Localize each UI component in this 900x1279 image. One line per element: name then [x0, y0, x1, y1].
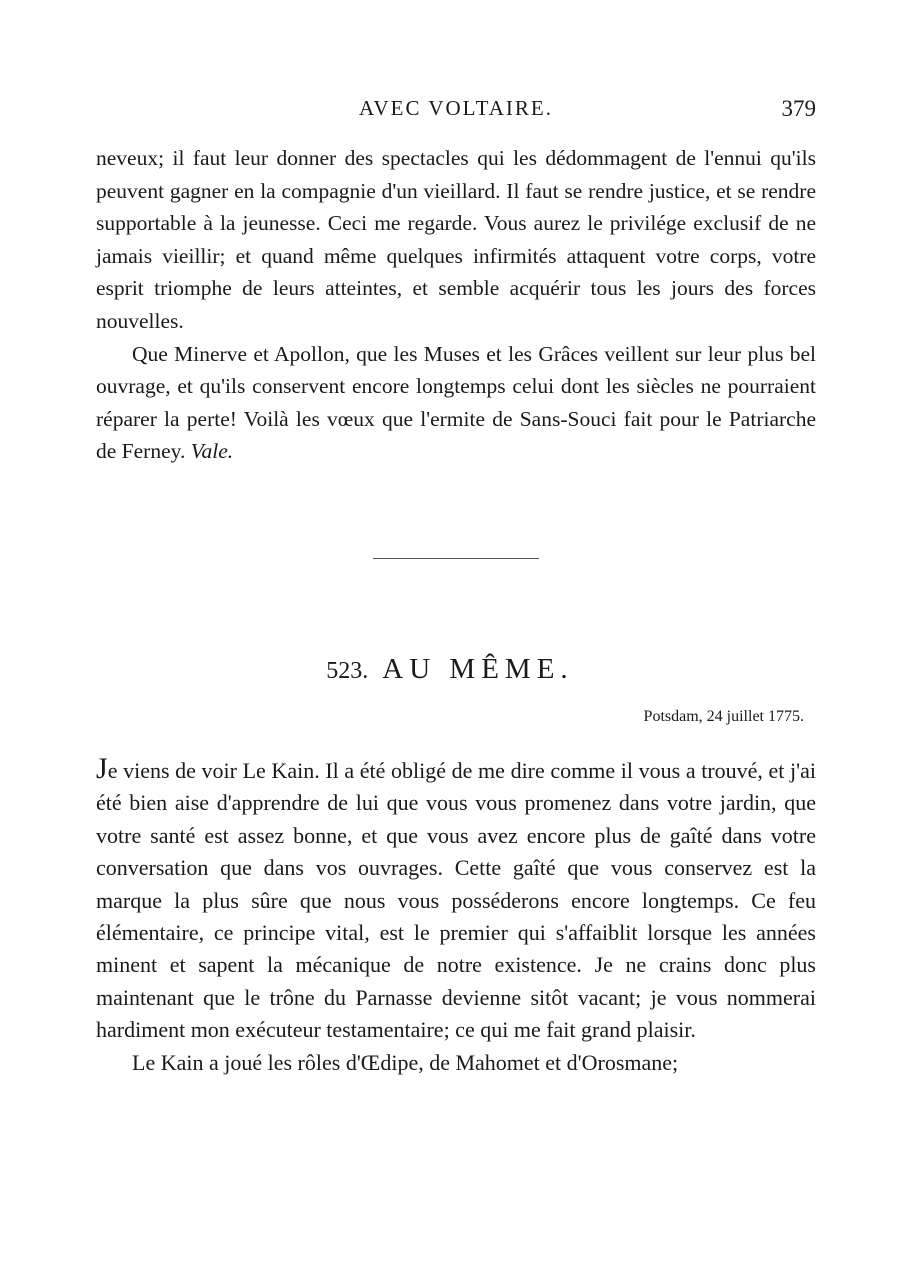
letter-title: AU MÊME. [382, 653, 574, 685]
paragraph-text: e viens de voir Le Kain. Il a été obligé de me dire comme il vous a trouvé, et j'ai été bien aise d'apprendre de lui que vous vous promenez dans votre jardin, que votre santé est assez bonne, et que vous avez encore plus de gaîté dans votre conversation que dans vos ouvrages. Cette gaîté que vous conservez est la marque la plus sûre que nous vous posséderons encore longtemps. Ce feu élémentaire, ce principe vital, est le premier qui s'affaiblit lorsque les années minent et sapent la mécanique de notre existence. Je ne crains donc plus maintenant que le trône du Parnasse devienne sitôt vacant; je vous nommerai hardiment mon exécuteur testamentaire; ce qui me fait grand plaisir. [96, 758, 816, 1043]
paragraph-text: Que Minerve et Apollon, que les Muses et les Grâces veillent sur leur plus bel ouvrage, et qu'ils conservent encore longtemps celui dont les siècles ne pourraient réparer la perte! Voilà les vœux que l'ermite de Sans-Souci fait pour le Patriarche de Ferney. [96, 341, 816, 464]
running-title: AVEC VOLTAIRE. [359, 96, 553, 120]
paragraph [96, 753, 816, 1047]
signoff: Vale. [190, 439, 234, 464]
section-divider [373, 558, 539, 559]
paragraph: Le Kain a joué les rôles d'Œdipe, de Mahomet et d'Orosmane; [132, 1049, 679, 1075]
letter-number: 523. [326, 658, 369, 684]
paragraph: neveux; il faut leur donner des spectacles qui les dédommagent de l'ennui qu'ils peuvent gagner en la compagnie d'un vieillard. Il faut se rendre justice, et se rendre supportable à la jeunesse. Ceci me regarde. Vous aurez le privilége exclusif de ne jamais vieillir; et quand même quelques infirmités attaquent votre corps, votre esprit triomphe de leurs atteintes, et semble acquérir tous les jours des forces nouvelles. [96, 146, 816, 333]
letter-heading [0, 653, 900, 686]
paragraph [96, 338, 816, 468]
continued-letter-text [96, 142, 816, 468]
running-head [96, 96, 816, 126]
page-number: 379 [781, 96, 816, 121]
drop-cap: J [96, 752, 108, 785]
letter-text [96, 753, 816, 1079]
dateline: Potsdam, 24 juillet 1775. [643, 708, 804, 725]
